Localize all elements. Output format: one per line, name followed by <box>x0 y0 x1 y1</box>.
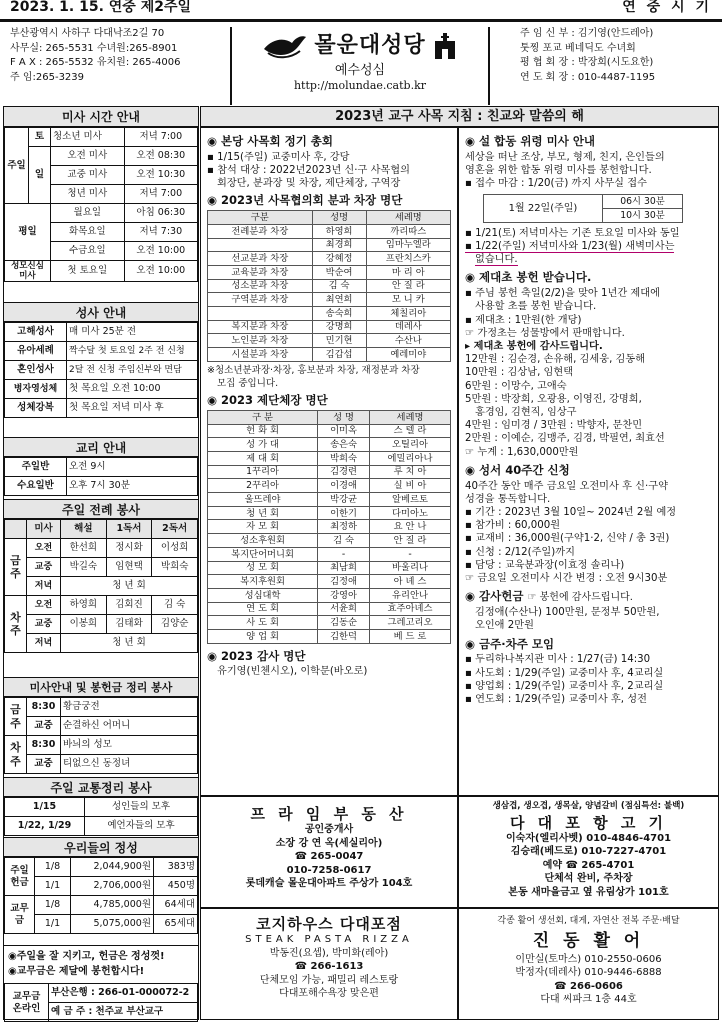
offering: 우리들의 정성 주일헌금 1/8 2,044,900원 383명 1/1 2,706,000원 450명 교무금 1/8 4,785,000원 64세대 1/1 5,075,000원 65세대 <box>4 837 198 934</box>
table-row <box>208 452 451 466</box>
fax-phone: F A X : 265-5532 유치원: 265-4006 <box>10 57 181 69</box>
text-line: 12만원 : 김순경, 손유해, 김세웅, 김동해 <box>465 354 646 366</box>
table-row <box>208 588 451 602</box>
table-row <box>208 520 451 534</box>
table-cell: 그레고리오 <box>369 616 450 630</box>
table-cell: 박희숙 <box>318 452 370 466</box>
text-line: 4만원 : 임미경 / 3만원 : 박향자, 문찬민 <box>465 420 643 432</box>
doctrine: 교리 안내 주일반 오전 9시 수요일반 오후 7시 30분 <box>4 437 198 496</box>
mass-times <box>4 107 198 282</box>
pastor-phone: 주 임:265-3239 <box>10 71 85 83</box>
table-cell <box>208 238 313 252</box>
text-line: ▪ 기간 : 2023년 3월 10일~ 2024년 2월 예정 <box>465 507 677 519</box>
table-row <box>208 424 451 438</box>
gratitude-offering: ◉ 감사헌금 ☞ 봉헌에 감사드립니다. 김정애(수산나) 100만원, 문정부 50만원, 오인애 2만원 <box>465 589 660 632</box>
header <box>0 0 722 106</box>
table-cell: 김정애 <box>318 575 370 589</box>
text-line: ☞ 누계 : 1,630,000만원 <box>465 446 579 458</box>
table-cell: 이한기 <box>318 506 370 520</box>
altar-candle: ◉ 제대초 봉헌 받습니다. ▪ 주님 봉헌 축일(2/2)을 맞아 1년간 제대에 사용할 초를 봉헌 받습니다. ▪ 제대초 : 1만원(한 개당) ☞ 가정초는 성물방에서 판매합니다. ▸ 제대초 봉헌에 감사드립니다. 12만원 : 김순경, 손유해, 김세웅, 김동해 10만원 : 김상남, 임현택 6만원 : 이망수, 고애숙 5만원 : 박장희, 오광용, 이영진, 강명희, 홍경임, 김현직, 임상구 4만원 : 임미경 / 3만원 : 박향자, 문찬민 2만원 : 이예순, 김맹주, 김경, 박필연, 최효선 ☞ 누계 : 1,630,000만원 <box>465 271 712 458</box>
table-cell: 복지분과 차장 <box>208 320 313 334</box>
table-cell: 전례분과 차장 <box>208 224 313 238</box>
table-cell: 자 모 회 <box>208 520 318 534</box>
table-cell: 최정하 <box>318 520 370 534</box>
table-row <box>208 575 451 589</box>
table-cell: 송숙희 <box>312 307 366 321</box>
council-president: 평 협 회 장 : 박장희(시도요한) <box>520 57 654 69</box>
table-cell: 울뜨레야 <box>208 493 318 507</box>
table-cell: 김 숙 <box>312 279 366 293</box>
church-title-block <box>230 27 490 105</box>
mass-times-table: 주일 토 청소년 미사 저녁 7:00 일 오전 미사 오전 08:30 교중 미사 오전 10:30 청년 미사 저녁 7:00 평일 월요일 아침 06:30 화목요일 저녁 7:30 수금요일 오전 10:00 성모신심미사 첫 토요일 오전 10:00 <box>4 127 198 282</box>
church-name: 몰운대성당 <box>314 32 426 58</box>
table-row <box>208 506 451 520</box>
left-column <box>3 106 199 1020</box>
prayer-president: 연 도 회 장 : 010-4487-1195 <box>520 71 656 83</box>
table-cell: 오틸리아 <box>369 438 450 452</box>
traffic-service: 주일 교통정리 봉사 1/15 성인들의 모후 1/22, 1/29 예언자들의 모후 <box>4 777 198 836</box>
liturgy-service-title: 주일 전례 봉사 <box>4 499 198 519</box>
table-cell: 최연희 <box>312 293 366 307</box>
liturgical-season: 연 중 시 기 <box>622 0 712 16</box>
table-row <box>208 279 451 293</box>
table-cell: 김동순 <box>318 616 370 630</box>
church-building-icon <box>432 31 458 61</box>
table-cell: 양 업 회 <box>208 629 318 643</box>
arrangement-title: 미사안내 및 봉헌금 정리 봉사 <box>4 677 198 697</box>
text-line: ▪ 신청 : 2/12(주일)까지 <box>465 546 575 558</box>
table-cell: 청 년 회 <box>208 506 318 520</box>
table-cell: 박강균 <box>318 493 370 507</box>
table-cell: 제 대 회 <box>208 452 318 466</box>
table-row <box>208 547 451 561</box>
table-cell: 교육분과 차장 <box>208 265 313 279</box>
table-cell: 베 드 로 <box>369 629 450 643</box>
table-cell: 체칠리아 <box>366 307 450 321</box>
table-cell: 알베르토 <box>369 493 450 507</box>
table-cell: 선교분과 차장 <box>208 252 313 266</box>
table-cell: 노인분과 차장 <box>208 334 313 348</box>
table-cell: 최경희 <box>312 238 366 252</box>
ad-dadaepo-meat: 생삼겹, 생오겹, 생목살, 양념갈비 (점심특선: 불백) 다 대 포 항 고 기 이숙자(엘리사벳) 010-4846-4701 김승래(베드로) 010-7227-4701 예약 ☎ 265-4701 단체석 완비, 주차장 본동 새마을금고 옆 유림상가 101호 <box>458 796 719 908</box>
text-line: 6만원 : 이망수, 고애숙 <box>465 380 567 392</box>
pastoral-theme-banner: 2023년 교구 사목 지침 : 친교와 말씀의 해 <box>200 106 719 127</box>
table-cell: - <box>369 547 450 561</box>
table-row <box>208 334 451 348</box>
table-cell: 복지후원회 <box>208 575 318 589</box>
table-cell: 성소후원회 <box>208 534 318 548</box>
table-cell: 강혜정 <box>312 252 366 266</box>
doctrine-title: 교리 안내 <box>4 437 198 457</box>
general-meeting: ◉ 본당 사목회 정기 총회 ▪ 1/15(주일) 교중미사 후, 강당 ▪ 참석 대상 : 2022년2023년 신·구 사목협의 회장단, 분과장 및 차장, 제단체장, 구역장 <box>207 134 410 190</box>
table-row <box>208 224 451 238</box>
table-cell: 성 가 대 <box>208 438 318 452</box>
table-cell: 아 녜 스 <box>369 575 450 589</box>
table-cell: 스 텔 라 <box>369 424 450 438</box>
sisters: 툿찡 포교 베네딕도 수녀회 <box>520 42 636 54</box>
table-cell: 이경애 <box>318 479 370 493</box>
dove-logo-icon <box>262 31 308 61</box>
memorial-mass: ◉ 설 합동 위령 미사 안내 세상을 떠난 조상, 부모, 형제, 친지, 은인들의 영혼을 위한 합동 위령 미사를 봉헌합니다. ▪ 접수 마감 : 1/20(금) 까지 사무실 접수 1월 22일(주일) 06시 30분 10시 30분 ▪ 1/21(토) 저녁미사는 기존 토요일 미사와 동일 ▪ 1/22(주일) 저녁미사와 1/23(월) 새벽미사는 없습니다. <box>465 135 712 266</box>
ad-jindong-fish: 각종 활어 생선회, 대게, 자연산 전복 주문·배달 진 동 활 어 이만실(토마스) 010-2550-0606 박정자(데레사) 010-9446-6888 ☎ 266-0606 다대 씨파크 1층 44호 <box>458 908 719 1020</box>
notice: ◉주일을 잘 지키고, 헌금은 정성껏! ◉교무금은 제달에 봉헌합시다! <box>4 945 198 981</box>
table-cell: 안 질 라 <box>366 279 450 293</box>
table-row <box>208 602 451 616</box>
table-cell: 하영희 <box>312 224 366 238</box>
table-row <box>208 493 451 507</box>
liturgy-service: 주일 전례 봉사 미사 해설 1독서 2독서 금주 오전 한선희 정시화 이성희 교중 박길숙 임현택 박희숙 저녁 청 년 회 차주 오전 하영희 김회진 김 숙 교중 이봉희 김태화 김양순 저녁 청 년 회 <box>4 499 198 653</box>
text-line: ▪ 참가비 : 60,000원 <box>465 520 561 532</box>
table-cell: 강명희 <box>312 320 366 334</box>
table-cell: 효주아녜스 <box>369 602 450 616</box>
table-cell: 성 모 회 <box>208 561 318 575</box>
table-cell: - <box>318 547 370 561</box>
table-cell: 2꾸리아 <box>208 479 318 493</box>
table-row <box>208 293 451 307</box>
text-line: ▪ 담당 : 교육분과장(이효정 솔리나) <box>465 559 625 571</box>
table-cell: 마 리 아 <box>366 265 450 279</box>
table-cell: 다미아노 <box>369 506 450 520</box>
bulletin-date: 2023. 1. 15. 연중 제2주일 <box>10 0 192 16</box>
table-row <box>208 265 451 279</box>
header-top-bar <box>0 0 722 22</box>
staff-info <box>520 27 720 85</box>
table-cell: 프란치스카 <box>366 252 450 266</box>
right-column <box>458 127 719 796</box>
table-row <box>208 438 451 452</box>
table-cell: 서윤희 <box>318 602 370 616</box>
donor-list <box>465 353 712 459</box>
table-cell: 수산나 <box>366 334 450 348</box>
table-cell: 민기현 <box>312 334 366 348</box>
table-cell: 바울리나 <box>369 561 450 575</box>
council-table: 구분 성명 세례명 전례분과 차장 하영희 까리따스 최경희 임마누엘라 선교분과 차장 강혜정 프란치스카 교육분과 차장 박순여 마 리 아 성소분과 차장 김 숙 안 질 라 구역분과 차장 최연희 모 니 카 송숙희 체칠리아 복지분과 차장 강명희 데레사 노인분과 차장 민기현 수산나 시설분과 차장 김갑섭 예레미야 <box>207 210 451 362</box>
table-cell: 헌 화 회 <box>208 424 318 438</box>
table-row <box>208 252 451 266</box>
online-account: 교무금 온라인 부산은행 : 266-01-000072-2 예 금 주 : 천주교 부산교구 <box>4 983 198 1022</box>
text-line: 2만원 : 이예순, 김맹주, 김경, 박필연, 최효선 <box>465 433 665 445</box>
table-cell: 데레사 <box>366 320 450 334</box>
table-cell: 에밀리아나 <box>369 452 450 466</box>
table-cell: 김한덕 <box>318 629 370 643</box>
table-cell: 실 비 아 <box>369 479 450 493</box>
table-cell: 임마누엘라 <box>366 238 450 252</box>
text-line: 10만원 : 김상남, 임현택 <box>465 367 574 379</box>
meetings: ◉ 금주·차주 모임 ▪ 두리하나복지관 미사 : 1/27(금) 14:30 ▪ 사도회 : 1/29(주일) 교중미사 후, 4교리실 ▪ 양업회 : 1/29(주일) 교중미사 후, 2교리실 ▪ 연도회 : 1/29(주일) 교중미사 후, 성전 <box>465 636 664 706</box>
ad-prime-realty: 프 라 임 부 동 산 공인중개사 소장 강 연 옥(세실리아) ☎ 265-0047 010-7258-0617 롯데캐슬 몰운대아파트 주상가 104호 <box>200 796 458 908</box>
text-line: ☞ 금요일 오전미사 시간 변경 : 오전 9시30분 <box>465 573 668 585</box>
table-cell: 최남희 <box>318 561 370 575</box>
table-cell: 복지단어머니회 <box>208 547 318 561</box>
offering-title: 우리들의 정성 <box>4 837 198 857</box>
text-line: 성경을 통독합니다. <box>465 493 551 505</box>
mass-times-title: 미사 시간 안내 <box>4 107 198 127</box>
thanks-list: ◉ 2023 감사 명단 유기영(빈첸시오), 이학문(바오로) <box>207 648 368 678</box>
table-cell: 성심대학 <box>208 588 318 602</box>
table-row <box>208 307 451 321</box>
table-cell: 성소분과 차장 <box>208 279 313 293</box>
memorial-schedule: 1월 22일(주일) 06시 30분 10시 30분 <box>483 194 683 222</box>
table-cell: 예레미야 <box>366 348 450 362</box>
table-cell: 유리안나 <box>369 588 450 602</box>
table-cell: 강영아 <box>318 588 370 602</box>
table-cell: 이미옥 <box>318 424 370 438</box>
text-line: 5만원 : 박장희, 오광용, 이영진, 강명희, <box>465 393 642 405</box>
bible-course: ◉ 성서 40주간 신청 40주간 동안 매주 금요일 오전미사 후 신·구약 성경을 통독합니다. ▪ 기간 : 2023년 3월 10일~ 2024년 2월 예정 ▪ 참가비 : 60,000원 ▪ 교재비 : 36,000원(구약1·2, 신약 / 총 3권) ▪ 신청 : 2/12(주일)까지 ▪ 담당 : 교육분과장(이효정 솔리나) ☞ 금요일 오전미사 시간 변경 : 오전 9시30분 <box>465 464 712 585</box>
middle-column <box>200 127 458 796</box>
table-cell <box>208 307 313 321</box>
group-leaders-table: 구 분 성 명 세례명 헌 화 회 이미옥 스 텔 라 성 가 대 송은숙 오틸리아 제 대 회 박희숙 에밀리아나 1꾸리아 김경련 루 치 아 2꾸리아 이경애 실 비 아 울뜨레야 박강균 알베르토 청 년 회 이한기 다미아노 자 모 회 최정하 요 안 나 성소후원회 김 숙 안 질 라 복지단어머니회 - - 성 모 회 최남희 바울리나 복지후원회 김정애 아 녜 스 성심대학 강영아 유리안나 연 도 회 서윤희 효주아녜스 사 도 회 김동순 그레고리오 양 업 회 김한덕 베 드 로 <box>207 410 451 644</box>
table-cell: 김 숙 <box>318 534 370 548</box>
traffic-title: 주일 교통정리 봉사 <box>4 777 198 797</box>
table-cell: 모 니 카 <box>366 293 450 307</box>
table-row <box>208 479 451 493</box>
contact-info <box>10 27 210 85</box>
pastor: 주 임 신 부 : 김기영(안드레아) <box>520 28 654 39</box>
table-cell: 김경련 <box>318 465 370 479</box>
table-row <box>208 561 451 575</box>
arrangement-service: 미사안내 및 봉헌금 정리 봉사 금주 8:30 황금궁전 교중 순결하신 어머니 차주 8:30 바늬의 성모 교중 티없으신 동정녀 <box>4 677 198 774</box>
table-row <box>208 348 451 362</box>
text-line: 홍경임, 김현직, 임상구 <box>475 407 577 419</box>
table-row <box>208 616 451 630</box>
table-cell: 구역분과 차장 <box>208 293 313 307</box>
table-cell: 송은숙 <box>318 438 370 452</box>
table-row <box>208 320 451 334</box>
table-cell: 김갑섭 <box>312 348 366 362</box>
text-line: 40주간 동안 매주 금요일 오전미사 후 신·구약 <box>465 480 668 492</box>
table-row <box>208 534 451 548</box>
office-phone: 사무실: 265-5531 수녀원:265-8901 <box>10 42 178 54</box>
sacraments: 성사 안내 고해성사 매 미사 25분 전 유아세례 짝수달 첫 토요일 2주 전 신청 혼인성사 2달 전 신청 주임신부와 면담 병자영성체 첫 목요일 오전 10:00 성체강복 첫 목요일 저녁 미사 후 <box>4 302 198 418</box>
table-cell: 박순여 <box>312 265 366 279</box>
table-cell: 1꾸리아 <box>208 465 318 479</box>
ad-cozy-house: 코지하우스 다대포점 STEAK PASTA RIZZA 박동진(요셉), 박미화(레아) ☎ 266-1613 단체모임 가능, 패밀리 레스토랑 다대포해수욕장 맞은편 <box>200 908 458 1020</box>
table-cell: 요 안 나 <box>369 520 450 534</box>
text-line: ▪ 교재비 : 36,000원(구약1·2, 신약 / 총 3권) <box>465 533 670 545</box>
table-row <box>208 629 451 643</box>
group-leaders: ◉ 2023 제단체장 명단 구 분 성 명 세례명 헌 화 회 이미옥 스 텔 라 성 가 대 송은숙 오틸리아 제 대 회 박희숙 에밀리아나 1꾸리아 김경련 루 치 아 2꾸리아 이경애 실 비 아 울뜨레야 박강균 알베르토 청 년 회 이한기 다미아노 자 모 회 최정하 요 안 나 성소후원회 김 숙 안 질 라 복지단어머니회 - - 성 모 회 최남희 바울리나 복지후원회 김정애 아 녜 스 성심대학 강영아 유리안나 연 도 회 서윤희 효주아녜스 사 도 회 김동순 그레고리오 양 업 회 김한덕 베 드 로 <box>207 394 451 643</box>
church-patron: 예수성심 <box>334 63 386 78</box>
table-cell: 루 치 아 <box>369 465 450 479</box>
table-cell: 까리따스 <box>366 224 450 238</box>
table-cell: 시설분과 차장 <box>208 348 313 362</box>
table-row <box>208 465 451 479</box>
church-url[interactable]: http://molundae.catb.kr <box>293 78 427 92</box>
council-list: ◉ 2023년 사목협의회 분과 차장 명단 구분 성명 세례명 전례분과 차장 하영희 까리따스 최경희 임마누엘라 선교분과 차장 강혜정 프란치스카 교육분과 차장 박순여 마 리 아 성소분과 차장 김 숙 안 질 라 구역분과 차장 최연희 모 니 카 송숙희 체칠리아 복지분과 차장 강명희 데레사 노인분과 차장 민기현 수산나 시설분과 차장 김갑섭 예레미야 ※청소년분과장·차장, 홍보분과 차장, 재정분과 차장 모집 중입니다. <box>207 194 451 390</box>
table-cell: 사 도 회 <box>208 616 318 630</box>
sacraments-title: 성사 안내 <box>4 302 198 322</box>
memorial-deadline: ▪ 접수 마감 : 1/20(금) 까지 사무실 접수 <box>465 178 647 190</box>
table-cell: 안 질 라 <box>369 534 450 548</box>
table-cell: 연 도 회 <box>208 602 318 616</box>
table-row <box>208 238 451 252</box>
address: 부산광역시 사하구 다대낙조2길 70 <box>10 28 165 39</box>
